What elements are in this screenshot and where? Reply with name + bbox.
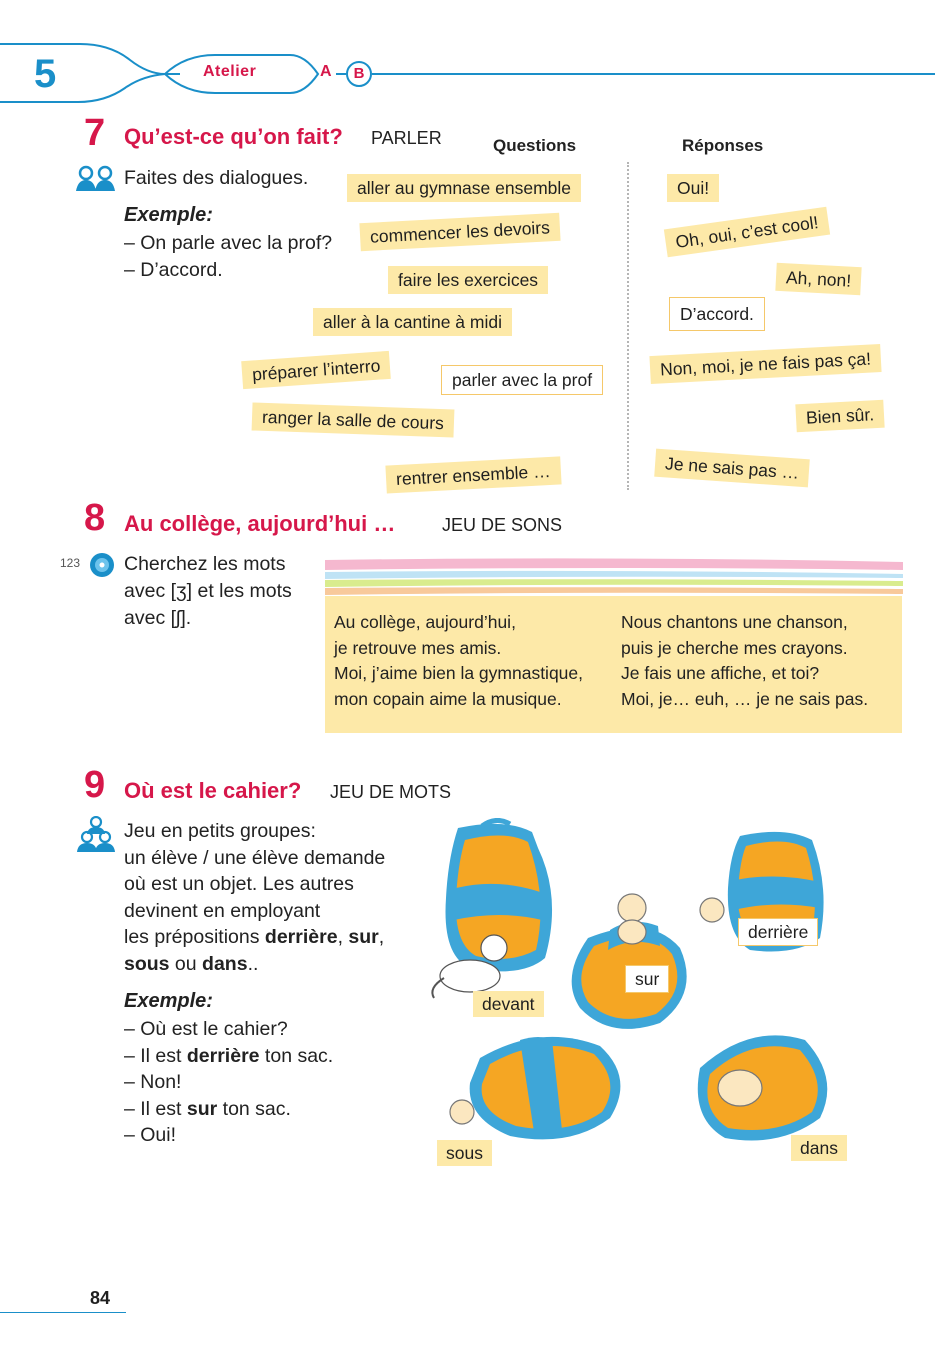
exercise-9-example-label: Exemple:: [124, 990, 213, 1012]
poem-line: puis je cherche mes crayons.: [621, 637, 848, 658]
exercise-7-example-line: – D’accord.: [124, 259, 223, 281]
exercise-9-title: Où est le cahier?: [124, 778, 302, 803]
instruction-line: [124, 951, 385, 978]
exercise-8-instruction-line: avec [ʃ].: [124, 607, 192, 629]
footer-rule: [0, 1312, 126, 1313]
preposition-derriere: derrière: [264, 926, 338, 948]
answer-chip[interactable]: Non, moi, je ne fais pas ça!: [649, 344, 881, 384]
preposition-dans: dans: [202, 952, 248, 975]
pair-work-icon: [74, 165, 118, 193]
instruction-line: où est un objet. Les autres: [124, 873, 354, 895]
example-text: – Il est: [124, 1044, 187, 1067]
exercise-8-title: Au collège, aujourd’hui …: [124, 511, 396, 536]
instruction-line: devinent en employant: [124, 899, 321, 922]
label-sur: sur: [625, 965, 669, 993]
example-bold: sur: [186, 1097, 218, 1120]
group-work-icon: [76, 816, 116, 854]
answer-chip[interactable]: D’accord.: [669, 297, 765, 331]
example-text: ton sac.: [259, 1044, 334, 1067]
exercise-8-instruction-line: Cherchez les mots: [124, 553, 286, 575]
answer-chip[interactable]: Je ne sais pas …: [654, 449, 810, 488]
exercise-8-number: 8: [84, 497, 106, 539]
example-line: – Oui!: [124, 1124, 177, 1146]
answer-chip[interactable]: Oh, oui, c’est cool!: [664, 207, 830, 258]
tab-b[interactable]: B: [346, 61, 372, 87]
header-banner: [0, 0, 935, 110]
audio-cd-icon[interactable]: [89, 552, 115, 578]
poem-column-right: [621, 610, 868, 712]
instruction-text: ou: [169, 952, 203, 975]
answer-chip[interactable]: Oui!: [667, 174, 719, 202]
exercise-7-type: PARLER: [371, 128, 442, 148]
poem-column-left: [334, 610, 583, 712]
answers-header: Réponses: [682, 136, 764, 155]
instruction-line: un élève / une élève demande: [124, 846, 386, 869]
poem-line: Au collège, aujourd’hui,: [334, 612, 516, 632]
exercise-9-example: [124, 1016, 333, 1149]
label-sous: sous: [437, 1140, 492, 1166]
poem-decorative-stripes: [325, 558, 903, 598]
page-number: 84: [90, 1288, 111, 1308]
exercise-9-number: 9: [84, 764, 106, 806]
unit-number: 5: [34, 52, 57, 96]
instruction-line: Jeu en petits groupes:: [124, 820, 316, 842]
example-bold: derrière: [186, 1044, 260, 1067]
question-chip[interactable]: rentrer ensemble …: [385, 456, 561, 493]
questions-header: Questions: [493, 136, 577, 155]
poem-line: Moi, j’aime bien la gymnastique,: [334, 663, 584, 683]
poem-line: Moi, je… euh, … je ne sais pas.: [621, 688, 869, 709]
example-text: ton sac.: [217, 1097, 291, 1120]
exercise-7-number: 7: [84, 112, 106, 154]
instruction-text: ,: [378, 926, 385, 948]
instruction-text: ,: [337, 926, 349, 948]
label-dans: dans: [791, 1135, 847, 1161]
question-chip[interactable]: aller au gymnase ensemble: [347, 174, 581, 202]
question-chip[interactable]: ranger la salle de cours: [252, 402, 455, 437]
exercise-7-example-line: – On parle avec la prof?: [124, 232, 333, 254]
preposition-sous: sous: [124, 952, 170, 975]
instruction-text: ..: [247, 952, 259, 975]
tab-a[interactable]: A: [320, 63, 332, 80]
question-chip[interactable]: parler avec la prof: [441, 365, 603, 395]
question-chip[interactable]: faire les exercices: [388, 266, 548, 294]
label-devant: devant: [473, 991, 544, 1017]
answer-chip[interactable]: Ah, non!: [775, 263, 862, 295]
exercise-8-type: JEU DE SONS: [442, 515, 563, 535]
example-line: [124, 1043, 333, 1070]
poem-line: Je fais une affiche, et toi?: [621, 663, 820, 683]
poem-box: [325, 596, 902, 733]
poem-line: je retrouve mes amis.: [334, 637, 502, 658]
exercise-9-instructions: [124, 818, 385, 977]
backpack-sur: [572, 894, 687, 1029]
example-line: [124, 1096, 333, 1123]
instruction-text: les prépositions: [124, 926, 265, 948]
exercise-7-instruction: Faites des dialogues.: [124, 167, 309, 189]
exercise-7-title: Qu’est-ce qu’on fait?: [124, 124, 343, 149]
column-divider: [627, 162, 629, 490]
label-derriere: derrière: [738, 918, 818, 946]
example-line: – Non!: [124, 1071, 182, 1093]
poem-line: Nous chantons une chanson,: [621, 612, 848, 632]
instruction-line: [124, 924, 385, 951]
exercise-9-type: JEU DE MOTS: [330, 782, 452, 802]
example-text: – Il est: [124, 1097, 187, 1120]
backpack-sous: [450, 1037, 620, 1140]
section-label: Atelier: [203, 63, 257, 80]
backpack-dans: [698, 1035, 827, 1140]
question-chip[interactable]: aller à la cantine à midi: [313, 308, 512, 336]
answer-chip[interactable]: Bien sûr.: [795, 400, 884, 433]
question-chip[interactable]: commencer les devoirs: [359, 213, 560, 251]
exercise-7-example-label: Exemple:: [124, 204, 213, 226]
audio-track-number: 123: [60, 556, 81, 570]
preposition-sur: sur: [348, 926, 379, 948]
question-chip[interactable]: préparer l’interro: [241, 351, 391, 389]
example-line: – Où est le cahier?: [124, 1018, 288, 1040]
exercise-8-instruction-line: avec [ʒ] et les mots: [124, 580, 292, 602]
poem-line: mon copain aime la musique.: [334, 688, 562, 709]
